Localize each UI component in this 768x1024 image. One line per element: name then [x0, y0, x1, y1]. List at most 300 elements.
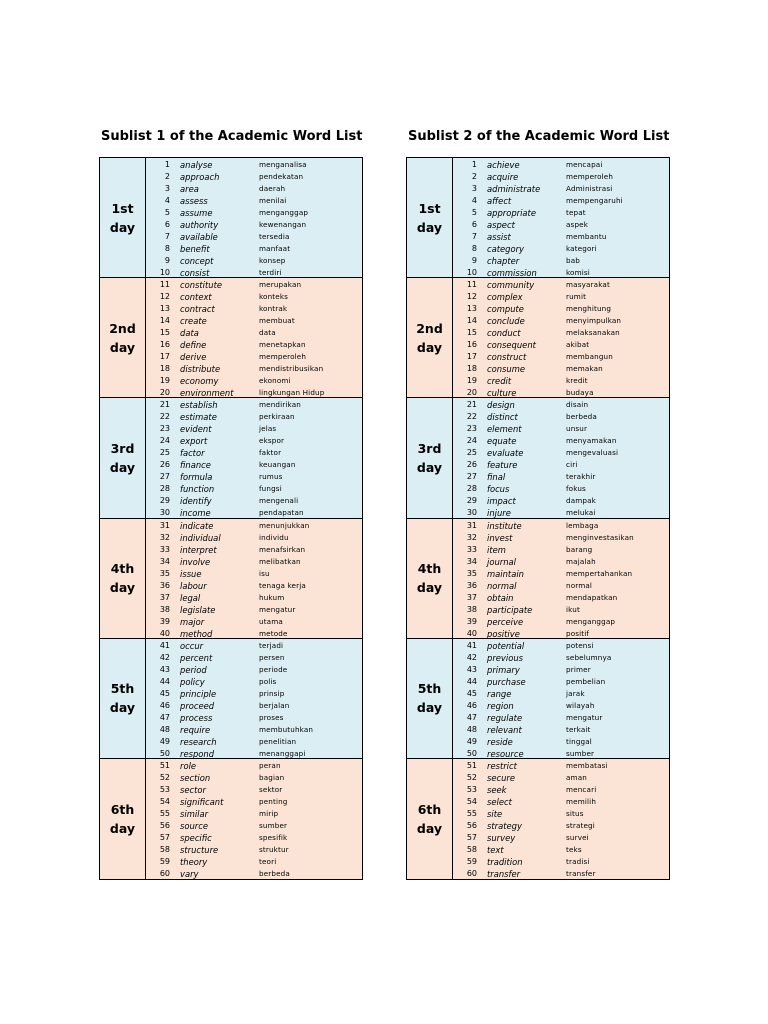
word-number: 32 [466, 532, 477, 542]
word-number: 45 [466, 688, 477, 698]
word-row [146, 712, 362, 724]
english-word: specific [180, 832, 212, 843]
word-row [146, 435, 362, 447]
english-word: final [487, 472, 506, 483]
word-row [453, 856, 669, 868]
day-label-text: 1st [418, 200, 441, 216]
indonesian-translation: utama [259, 616, 283, 626]
word-row [453, 459, 669, 471]
word-number: 33 [159, 544, 170, 554]
indonesian-translation: survei [566, 832, 589, 842]
word-row [146, 351, 362, 363]
english-word: conclude [487, 316, 525, 327]
indonesian-translation: bab [566, 256, 580, 265]
word-number: 19 [466, 376, 477, 386]
word-number: 7 [471, 232, 477, 241]
english-word: administrate [487, 184, 541, 194]
word-number: 14 [466, 316, 477, 326]
english-word: evaluate [487, 448, 524, 459]
word-row [146, 483, 362, 495]
word-rows [453, 519, 669, 638]
english-word: journal [487, 556, 516, 567]
indonesian-translation: positif [566, 628, 590, 638]
word-number: 23 [159, 424, 170, 434]
word-row [453, 676, 669, 688]
word-row [146, 171, 362, 183]
word-number: 13 [466, 304, 477, 314]
word-number: 18 [159, 364, 170, 374]
word-row [146, 195, 362, 207]
word-row [146, 387, 362, 399]
word-row [146, 760, 362, 772]
word-number: 18 [466, 364, 477, 374]
word-number: 50 [159, 748, 170, 758]
indonesian-translation: polis [259, 676, 277, 686]
indonesian-translation: melibatkan [259, 556, 301, 566]
day-label [407, 278, 453, 397]
word-row [453, 832, 669, 844]
word-number: 35 [159, 568, 170, 578]
day-label-text: day [416, 821, 443, 837]
word-number: 14 [159, 316, 170, 326]
word-number: 31 [466, 520, 477, 530]
indonesian-translation: perkiraan [259, 412, 295, 422]
word-number: 4 [471, 196, 477, 205]
word-number: 17 [466, 352, 477, 362]
indonesian-translation: tinggal [566, 736, 592, 746]
word-number: 22 [466, 412, 477, 422]
english-word: tradition [487, 856, 523, 867]
day-label-text: 5th [417, 681, 442, 697]
english-word: formula [180, 472, 213, 483]
english-word: export [180, 436, 208, 447]
word-row [453, 339, 669, 351]
english-word: involve [180, 556, 211, 567]
word-number: 35 [466, 568, 477, 578]
indonesian-translation: teks [566, 844, 582, 854]
day-label-text: 1st [111, 200, 134, 216]
word-number: 19 [159, 376, 170, 386]
english-word: data [180, 328, 199, 339]
indonesian-translation: terakhir [566, 472, 596, 482]
word-row [146, 676, 362, 688]
word-number: 34 [159, 556, 170, 566]
english-word: positive [487, 628, 520, 639]
word-number: 12 [159, 292, 170, 302]
word-row [146, 447, 362, 459]
word-number: 24 [159, 436, 170, 446]
word-number: 42 [466, 652, 477, 662]
word-number: 32 [159, 532, 170, 542]
word-number: 48 [466, 724, 477, 734]
word-number: 60 [159, 868, 170, 878]
indonesian-translation: strategi [566, 820, 595, 830]
word-rows [453, 278, 669, 397]
english-word: environment [180, 388, 234, 399]
word-row [146, 688, 362, 700]
indonesian-translation: spesifik [259, 832, 288, 842]
sublist-title: Sublist 2 of the Academic Word List [408, 129, 670, 144]
day-block [100, 639, 362, 759]
word-row [453, 736, 669, 748]
word-row [453, 628, 669, 640]
day-label [407, 398, 453, 517]
word-number: 30 [159, 508, 170, 518]
word-row [453, 652, 669, 664]
word-row [146, 820, 362, 832]
word-number: 34 [466, 556, 477, 566]
word-number: 27 [466, 472, 477, 482]
word-row [453, 507, 669, 519]
word-rows [146, 158, 362, 277]
english-word: resource [487, 748, 524, 759]
word-row [146, 784, 362, 796]
word-row [146, 616, 362, 628]
word-number: 4 [164, 196, 170, 205]
word-row [453, 544, 669, 556]
word-number: 10 [466, 268, 477, 277]
word-number: 16 [159, 340, 170, 350]
english-word: legislate [180, 604, 216, 615]
english-word: primary [487, 664, 520, 675]
word-row [146, 604, 362, 616]
word-number: 2 [164, 172, 170, 181]
word-number: 49 [159, 736, 170, 746]
day-label [100, 519, 146, 638]
english-word: vary [180, 868, 199, 879]
indonesian-translation: penting [259, 796, 288, 806]
english-word: commission [487, 268, 537, 278]
word-row [453, 171, 669, 183]
english-word: identify [180, 496, 212, 507]
word-number: 8 [164, 244, 170, 253]
english-word: feature [487, 460, 518, 471]
english-word: construct [487, 352, 527, 363]
word-row [453, 700, 669, 712]
word-number: 11 [159, 280, 170, 290]
indonesian-translation: mencari [566, 784, 597, 794]
english-word: section [180, 772, 211, 783]
word-number: 33 [466, 544, 477, 554]
word-rows [146, 398, 362, 517]
indonesian-translation: menginvestasikan [566, 532, 634, 542]
word-number: 5 [164, 208, 170, 217]
day-label [100, 639, 146, 758]
indonesian-translation: aspek [566, 220, 589, 229]
word-row [453, 556, 669, 568]
word-row [146, 652, 362, 664]
word-row [146, 772, 362, 784]
word-row [146, 327, 362, 339]
word-number: 1 [164, 160, 170, 169]
indonesian-translation: individu [259, 532, 289, 542]
day-block [100, 398, 362, 518]
english-word: text [487, 844, 504, 855]
english-word: require [180, 724, 211, 735]
word-row [453, 592, 669, 604]
word-row [146, 399, 362, 411]
word-number: 20 [466, 388, 477, 398]
indonesian-translation: jelas [259, 424, 277, 434]
day-block [100, 278, 362, 398]
indonesian-translation: disain [566, 400, 589, 410]
word-row [146, 183, 362, 195]
word-number: 57 [159, 832, 170, 842]
indonesian-translation: tersedia [259, 232, 290, 241]
day-label-text: 2nd [109, 320, 136, 336]
english-word: role [180, 760, 197, 771]
word-row [146, 207, 362, 219]
indonesian-translation: berbeda [259, 868, 290, 878]
word-number: 42 [159, 652, 170, 662]
word-number: 36 [466, 580, 477, 590]
english-word: affect [487, 196, 512, 206]
word-row [453, 375, 669, 387]
indonesian-translation: primer [566, 664, 591, 674]
word-row [146, 303, 362, 315]
word-row [146, 868, 362, 880]
english-word: design [487, 400, 515, 411]
english-word: element [487, 424, 522, 435]
english-word: respond [180, 748, 215, 759]
word-number: 47 [159, 712, 170, 722]
word-row [146, 580, 362, 592]
word-number: 3 [164, 184, 170, 193]
word-row [453, 387, 669, 399]
word-row [453, 243, 669, 255]
word-number: 47 [466, 712, 477, 722]
indonesian-translation: lingkungan Hidup [259, 388, 325, 398]
day-block [100, 158, 362, 278]
day-label [100, 158, 146, 277]
english-word: assist [487, 232, 511, 242]
word-rows [453, 398, 669, 517]
indonesian-translation: terkait [566, 724, 591, 734]
indonesian-translation: merupakan [259, 280, 302, 290]
indonesian-translation: menunjukkan [259, 520, 310, 530]
word-number: 43 [466, 664, 477, 674]
day-label-text: 3rd [417, 440, 442, 456]
word-number: 51 [466, 760, 477, 770]
english-word: context [180, 292, 212, 303]
word-row [453, 159, 669, 171]
indonesian-translation: wilayah [566, 700, 595, 710]
english-word: chapter [487, 256, 520, 266]
english-word: theory [180, 856, 208, 867]
word-row [146, 736, 362, 748]
word-row [453, 520, 669, 532]
word-row [146, 640, 362, 652]
english-word: available [180, 232, 218, 242]
word-row [146, 520, 362, 532]
english-word: previous [487, 652, 523, 663]
english-word: indicate [180, 520, 214, 531]
indonesian-translation: pendapatan [259, 508, 304, 518]
word-row [146, 796, 362, 808]
indonesian-translation: bagian [259, 772, 285, 782]
word-number: 40 [466, 628, 477, 638]
word-number: 46 [159, 700, 170, 710]
word-number: 10 [159, 268, 170, 277]
indonesian-translation: menghitung [566, 304, 612, 314]
word-row [453, 820, 669, 832]
english-word: distribute [180, 364, 221, 375]
day-label-text: 6th [417, 802, 442, 818]
english-word: create [180, 316, 207, 327]
word-number: 7 [164, 232, 170, 241]
day-label-text: day [109, 580, 136, 596]
word-number: 53 [466, 784, 477, 794]
english-word: participate [487, 604, 533, 615]
indonesian-translation: pendekatan [259, 172, 304, 181]
indonesian-translation: sebelumnya [566, 652, 612, 662]
english-word: finance [180, 460, 211, 471]
indonesian-translation: menanggapi [259, 748, 306, 758]
indonesian-translation: sumber [566, 748, 595, 758]
word-row [453, 219, 669, 231]
english-word: process [180, 712, 213, 723]
indonesian-translation: tepat [566, 208, 586, 217]
indonesian-translation: ikut [566, 604, 580, 614]
day-block [407, 398, 669, 518]
indonesian-translation: komisi [566, 268, 590, 277]
word-number: 58 [466, 844, 477, 854]
word-number: 43 [159, 664, 170, 674]
indonesian-translation: pembelian [566, 676, 606, 686]
english-word: select [487, 796, 512, 807]
english-word: maintain [487, 568, 524, 579]
indonesian-translation: barang [566, 544, 593, 554]
word-row [146, 832, 362, 844]
indonesian-translation: kategori [566, 244, 597, 253]
word-row [146, 844, 362, 856]
indonesian-translation: mengatur [259, 604, 296, 614]
word-number: 41 [466, 640, 477, 650]
indonesian-translation: kredit [566, 376, 588, 386]
english-word: impact [487, 496, 516, 507]
indonesian-translation: data [259, 328, 276, 338]
english-word: authority [180, 220, 219, 230]
word-row [453, 604, 669, 616]
word-row [146, 556, 362, 568]
english-word: regulate [487, 712, 523, 723]
word-number: 3 [471, 184, 477, 193]
word-number: 58 [159, 844, 170, 854]
english-word: item [487, 544, 506, 555]
word-row [453, 291, 669, 303]
indonesian-translation: jarak [566, 688, 585, 698]
word-number: 15 [159, 328, 170, 338]
english-word: issue [180, 568, 202, 579]
word-number: 9 [164, 256, 170, 265]
word-row [453, 351, 669, 363]
day-label-text: 2nd [416, 320, 443, 336]
day-label [100, 759, 146, 879]
english-word: survey [487, 832, 516, 843]
indonesian-translation: aman [566, 772, 587, 782]
word-number: 23 [466, 424, 477, 434]
word-number: 37 [466, 592, 477, 602]
day-label [100, 398, 146, 517]
word-rows [453, 158, 669, 277]
word-row [146, 231, 362, 243]
day-label-text: day [416, 339, 443, 355]
word-row [453, 688, 669, 700]
day-label [407, 639, 453, 758]
indonesian-translation: menganggap [566, 616, 616, 626]
english-word: transfer [487, 868, 521, 879]
sublist-1 [99, 128, 363, 880]
word-number: 37 [159, 592, 170, 602]
english-word: normal [487, 580, 517, 591]
word-number: 20 [159, 388, 170, 398]
word-number: 41 [159, 640, 170, 650]
indonesian-translation: kewenangan [259, 220, 307, 229]
indonesian-translation: mirip [259, 808, 279, 818]
indonesian-translation: potensi [566, 640, 594, 650]
english-word: distinct [487, 412, 518, 423]
indonesian-translation: berbeda [566, 412, 597, 422]
day-label-text: day [416, 459, 443, 475]
english-word: perceive [487, 616, 524, 627]
word-row [453, 568, 669, 580]
indonesian-translation: sektor [259, 784, 283, 794]
indonesian-translation: membutuhkan [259, 724, 314, 734]
indonesian-translation: teori [259, 856, 277, 866]
word-number: 9 [471, 256, 477, 265]
word-number: 29 [466, 496, 477, 506]
day-label-text: 4th [417, 561, 442, 577]
day-label-text: 6th [110, 802, 135, 818]
word-number: 55 [466, 808, 477, 818]
word-row [146, 159, 362, 171]
english-word: source [180, 820, 208, 831]
day-label-text: day [109, 219, 136, 235]
english-word: restrict [487, 760, 517, 771]
day-block [100, 519, 362, 639]
word-row [146, 375, 362, 387]
word-row [453, 471, 669, 483]
english-word: appropriate [487, 208, 536, 218]
indonesian-translation: metode [259, 628, 288, 638]
word-number: 16 [466, 340, 477, 350]
day-label-text: day [416, 580, 443, 596]
english-word: analyse [180, 160, 213, 170]
english-word: relevant [487, 724, 522, 735]
indonesian-translation: situs [566, 808, 584, 818]
word-row [453, 483, 669, 495]
word-row [453, 844, 669, 856]
day-label-text: 3rd [110, 440, 135, 456]
indonesian-translation: persen [259, 652, 285, 662]
indonesian-translation: mencapai [566, 160, 603, 169]
indonesian-translation: memakan [566, 364, 603, 374]
word-row [146, 339, 362, 351]
english-word: significant [180, 796, 224, 807]
indonesian-translation: isu [259, 568, 270, 578]
word-number: 50 [466, 748, 477, 758]
word-row [453, 267, 669, 279]
word-row [146, 856, 362, 868]
day-label [407, 759, 453, 879]
word-number: 36 [159, 580, 170, 590]
indonesian-translation: menganalisa [259, 160, 307, 169]
word-number: 54 [466, 796, 477, 806]
indonesian-translation: majalah [566, 556, 596, 566]
indonesian-translation: hukum [259, 592, 285, 602]
english-word: principle [180, 688, 217, 699]
word-number: 39 [466, 616, 477, 626]
